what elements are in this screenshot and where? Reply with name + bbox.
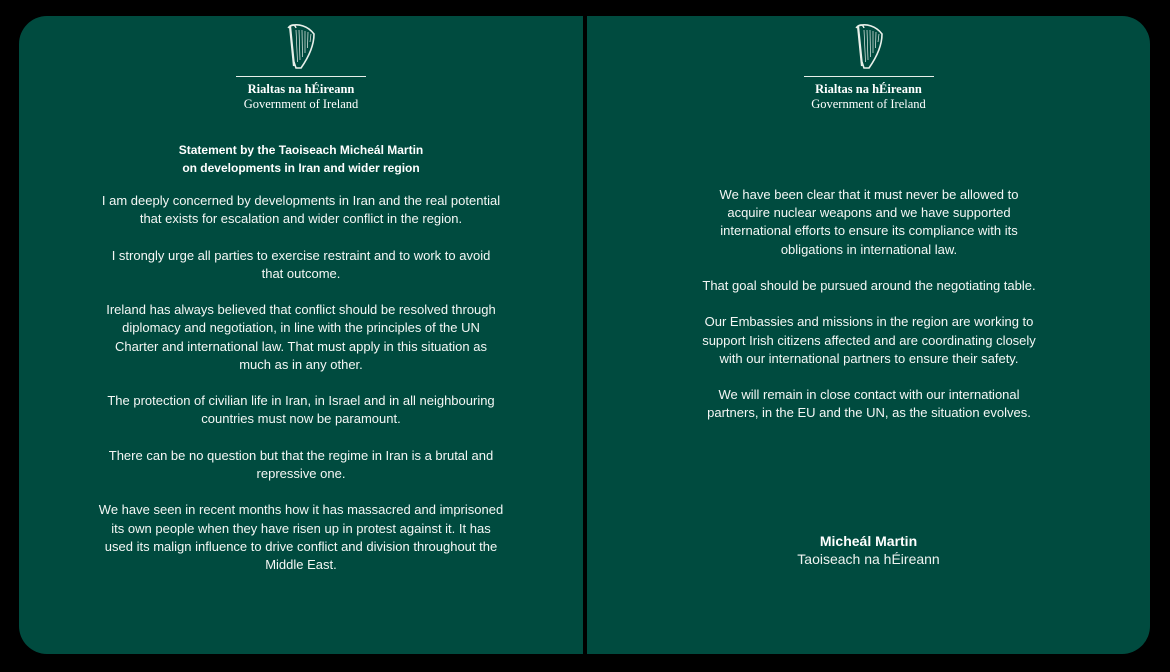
- paragraph-line: There can be no question but that the regime in Iran is a brutal and: [108, 447, 494, 463]
- logo-divider: [236, 76, 366, 77]
- paragraph-line: That goal should be pursued around the negotiating table.: [702, 278, 1036, 293]
- paragraph: [689, 186, 1049, 259]
- paragraph-line: its own people when they have risen up in protest against it. It has: [111, 520, 491, 536]
- paragraph-line: diplomacy and negotiation, in line with the principles of the UN: [122, 320, 480, 336]
- statement-heading: [99, 141, 503, 177]
- statement-card: [19, 16, 1150, 654]
- paragraph: [91, 392, 511, 428]
- paragraph: [91, 447, 511, 483]
- paragraph-line: We have seen in recent months how it has massacred and imprisoned: [98, 502, 504, 518]
- paragraph-line: repressive one.: [256, 465, 346, 481]
- signature-block: [587, 532, 1150, 568]
- paragraph-line: I am deeply concerned by developments in Iran and the real potential: [101, 193, 501, 208]
- paragraph-line: We will remain in close contact with our international: [718, 387, 1020, 403]
- paragraph-line: much as in any other.: [239, 356, 363, 372]
- logo-divider: [804, 76, 934, 77]
- paragraph: [689, 277, 1049, 295]
- harp-icon: [852, 22, 886, 70]
- paragraph-line: that outcome.: [261, 265, 341, 281]
- paragraph-line: Our Embassies and missions in the region are working to: [704, 314, 1034, 330]
- paragraph-line: support Irish citizens affected and are coordinating closely: [702, 332, 1036, 348]
- harp-icon: [284, 22, 318, 70]
- paragraph-line: Ireland has always believed that conflict should be resolved through: [106, 302, 496, 318]
- paragraph-line: countries must now be paramount.: [201, 411, 401, 427]
- paragraph-line: Middle East.: [265, 556, 337, 572]
- paragraph: [91, 192, 511, 228]
- paragraph-line: I strongly urge all parties to exercise restraint and to work to avoid: [111, 247, 491, 263]
- heading-line: on developments in Iran and wider region: [182, 161, 420, 175]
- logo-irish-name: Rialtas na hÉireann: [247, 82, 355, 96]
- paragraph-line: The protection of civilian life in Iran, in Israel and in all neighbouring: [107, 393, 495, 409]
- paragraph-line: partners, in the EU and the UN, as the situation evolves.: [707, 405, 1031, 421]
- paragraph-line: international efforts to ensure its compliance with its: [720, 223, 1018, 239]
- paragraph-line: obligations in international law.: [780, 241, 958, 257]
- statement-body-left: [91, 192, 511, 592]
- paragraph: [91, 247, 511, 283]
- paragraph: [91, 501, 511, 574]
- signatory-title: Taoiseach na hÉireann: [797, 551, 940, 567]
- paragraph-line: acquire nuclear weapons and we have supported: [727, 205, 1011, 221]
- statement-body-right: [689, 186, 1049, 441]
- logo-english-name: Government of Ireland: [243, 97, 359, 111]
- logo-irish-name: Rialtas na hÉireann: [815, 82, 922, 96]
- government-logo: [19, 20, 583, 120]
- government-logo: [587, 20, 1150, 120]
- logo-english-name: Government of Ireland: [811, 97, 926, 111]
- paragraph-line: Charter and international law. That must apply in this situation as: [115, 338, 487, 354]
- left-page: [19, 16, 583, 654]
- signatory-name: Micheál Martin: [819, 533, 918, 549]
- paragraph-line: We have been clear that it must never be allowed to: [719, 187, 1019, 202]
- paragraph: [689, 386, 1049, 422]
- paragraph-line: used its malign influence to drive conflict and division throughout the: [104, 538, 498, 554]
- paragraph: [689, 313, 1049, 368]
- paragraph-line: that exists for escalation and wider conflict in the region.: [139, 211, 463, 227]
- paragraph-line: with our international partners to ensure their safety.: [719, 350, 1019, 366]
- heading-line: Statement by the Taoiseach Micheál Martin: [178, 143, 424, 157]
- paragraph: [91, 301, 511, 374]
- right-page: [587, 16, 1150, 654]
